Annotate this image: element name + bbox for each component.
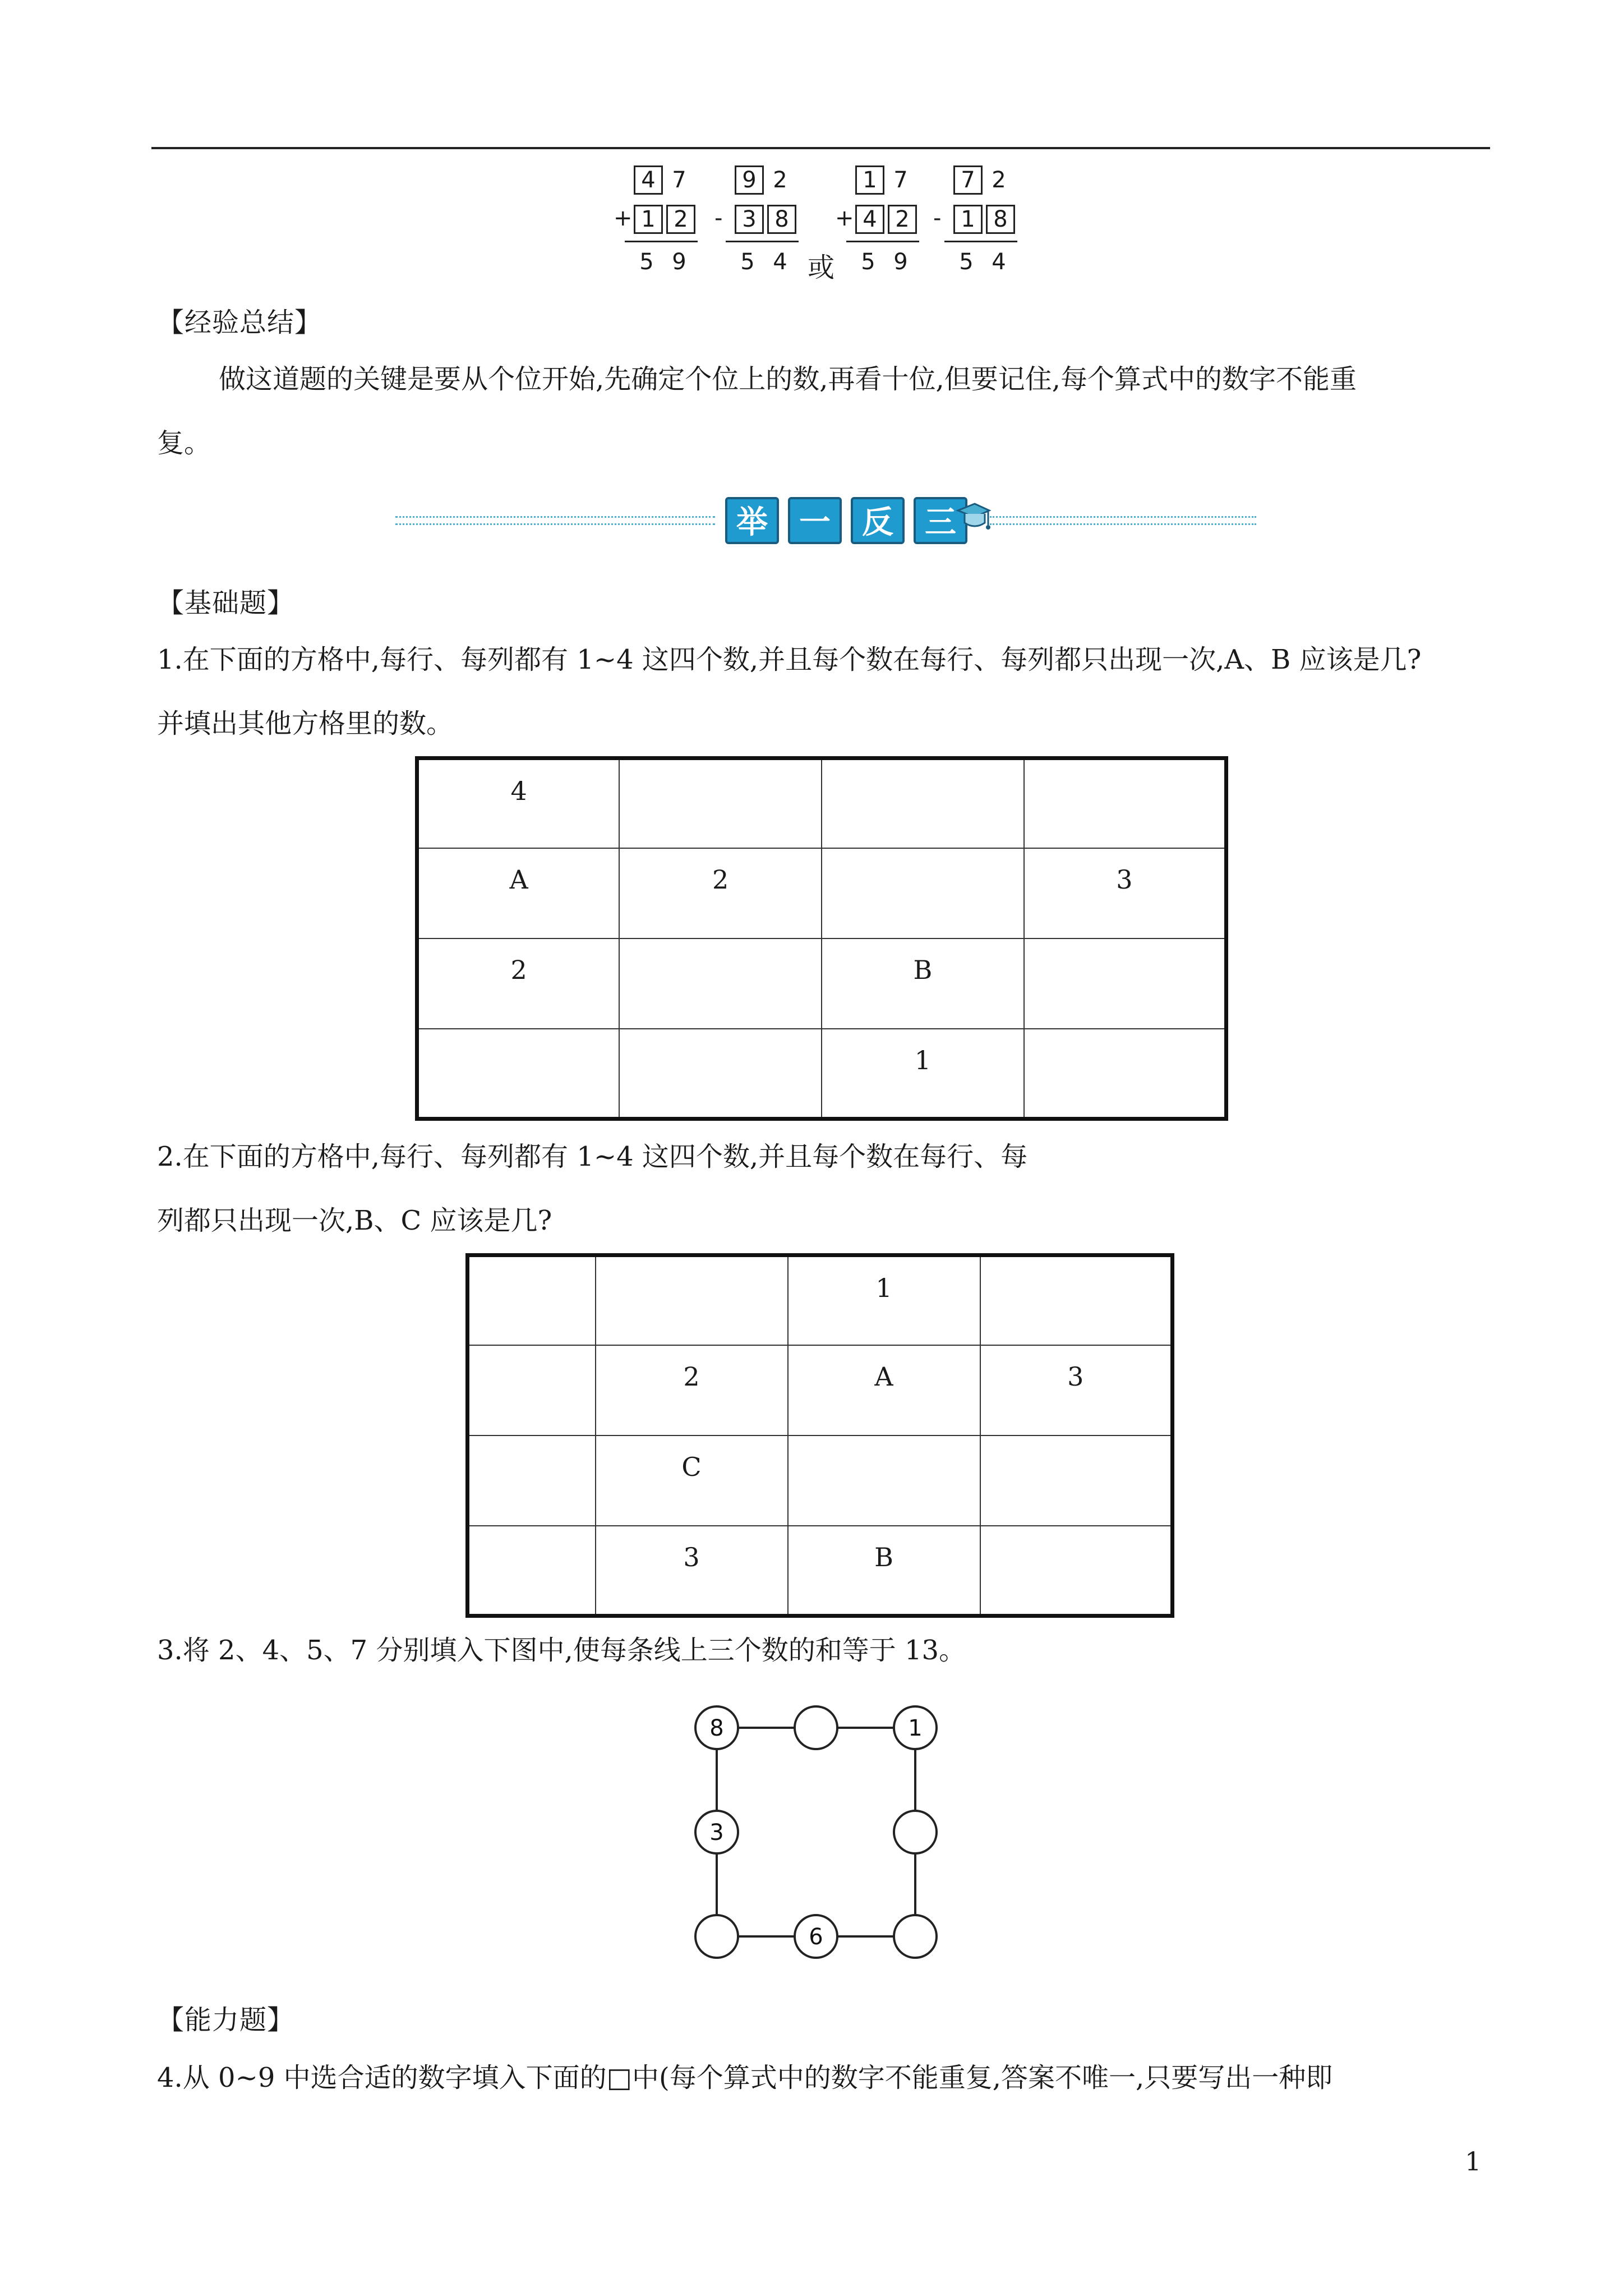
example-2-rule [726, 241, 799, 242]
q1-grid-cell: 2 [417, 938, 620, 1029]
example-1-rule [625, 241, 698, 242]
q2-line-2: 列都只出现一次,B、C 应该是几? [157, 1205, 552, 1236]
q2-grid-cell [596, 1255, 788, 1346]
q1-grid-cell [1024, 1029, 1227, 1119]
q2-grid-cell [468, 1255, 596, 1346]
q1-grid [415, 756, 1228, 1121]
q4-text: 4.从 0~9 中选合适的数字填入下面的□中(每个算式中的数字不能重复,答案不唯一,只要写出一种即 [157, 2062, 1333, 2093]
circle-label-bottom-mid: 6 [809, 1924, 823, 1950]
experience-line-2: 复。 [157, 427, 211, 459]
example-4-top-digit: 7 [953, 165, 983, 195]
q2-grid-row [468, 1526, 1173, 1616]
circle-node-bottom-left [695, 1915, 738, 1958]
example-1-operator: + [614, 205, 633, 231]
q2-grid-row [468, 1435, 1173, 1526]
example-4-top-digit: 2 [992, 167, 1006, 193]
q1-grid-cell [822, 848, 1024, 938]
circle-node-bottom-right [894, 1915, 937, 1958]
q2-grid-cell [980, 1526, 1173, 1616]
q1-grid-cell [822, 758, 1024, 849]
q1-grid-cell [619, 938, 822, 1029]
example-2-top-digit: 2 [773, 167, 787, 193]
example-1-mid-digit: 1 [634, 205, 663, 234]
circle-label-top-left: 8 [709, 1715, 724, 1741]
example-2-operator: - [714, 205, 723, 231]
q1-grid-row [417, 758, 1227, 849]
q2-grid-cell: A [788, 1345, 980, 1435]
circle-label-top-right: 1 [908, 1715, 923, 1741]
q1-grid-cell: A [417, 848, 620, 938]
q1-grid-cell [417, 1029, 620, 1119]
q1-grid-cell: 4 [417, 758, 620, 849]
q2-grid-cell [788, 1435, 980, 1526]
or-text: 或 [808, 252, 835, 283]
example-2-res-digit: 5 [740, 249, 755, 275]
example-4-mid-digit: 1 [953, 205, 983, 234]
q1-grid-cell: 1 [822, 1029, 1024, 1119]
example-2-top-digit: 9 [735, 165, 764, 195]
example-3-top-digit: 7 [893, 167, 908, 193]
banner-line-right [990, 516, 1256, 525]
q2-grid-cell: 3 [596, 1526, 788, 1616]
q2-grid-cell [468, 1435, 596, 1526]
top-rule [151, 147, 1490, 149]
banner-line-left [395, 516, 715, 525]
q2-grid-cell [468, 1526, 596, 1616]
example-4-res-digit: 4 [992, 249, 1006, 275]
circle-label-mid-left: 3 [709, 1820, 724, 1846]
q2-grid-cell: 3 [980, 1345, 1173, 1435]
example-1-res-digit: 9 [672, 249, 686, 275]
example-4 [933, 165, 1049, 295]
example-3-res-digit: 5 [861, 249, 875, 275]
q1-line-1: 1.在下面的方格中,每行、每列都有 1~4 这四个数,并且每个数在每行、每列都只出现一次,A、B 应该是几? [157, 644, 1422, 675]
example-2-mid-digit: 3 [735, 205, 764, 234]
example-4-operator: - [933, 205, 942, 231]
example-1 [614, 165, 729, 295]
experience-title: 【经验总结】 [157, 307, 322, 338]
example-1-top-digit: 7 [672, 167, 686, 193]
banner-char-4: 三 [914, 497, 967, 544]
q1-grid-cell: 2 [619, 848, 822, 938]
example-1-top-digit: 4 [634, 165, 663, 195]
example-3-mid-digit: 4 [855, 205, 884, 234]
q2-grid-cell: C [596, 1435, 788, 1526]
example-3-rule [846, 241, 919, 242]
q1-grid-cell [619, 1029, 822, 1119]
example-3-top-digit: 1 [855, 165, 884, 195]
q1-grid-cell [1024, 938, 1227, 1029]
q1-grid-row [417, 1029, 1227, 1119]
q1-grid-cell: 3 [1024, 848, 1227, 938]
q3-circle-diagram [690, 1705, 948, 1963]
q1-grid-cell [619, 758, 822, 849]
q1-grid-row [417, 848, 1227, 938]
q2-grid-cell [980, 1435, 1173, 1526]
q2-line-1: 2.在下面的方格中,每行、每列都有 1~4 这四个数,并且每个数在每行、每 [157, 1141, 1028, 1172]
q3-text: 3.将 2、4、5、7 分别填入下图中,使每条线上三个数的和等于 13。 [157, 1635, 966, 1666]
example-4-res-digit: 5 [959, 249, 974, 275]
example-1-res-digit: 5 [639, 249, 654, 275]
example-4-rule [944, 241, 1017, 242]
circle-node-top-mid [795, 1706, 837, 1749]
q1-grid-cell: B [822, 938, 1024, 1029]
q2-grid-cell: 1 [788, 1255, 980, 1346]
q2-grid-row [468, 1345, 1173, 1435]
q2-grid-cell [980, 1255, 1173, 1346]
basic-title: 【基础题】 [157, 587, 295, 619]
q1-grid-cell [1024, 758, 1227, 849]
ability-title: 【能力题】 [157, 2004, 295, 2036]
example-4-mid-digit: 8 [986, 205, 1015, 234]
q1-line-2: 并填出其他方格里的数。 [157, 708, 454, 739]
circle-node-mid-right [894, 1811, 937, 1853]
banner-char-1: 举 [725, 497, 779, 544]
example-1-mid-digit: 2 [666, 205, 695, 234]
example-2-res-digit: 4 [773, 249, 787, 275]
q2-grid-row [468, 1255, 1173, 1346]
experience-line-1: 做这道题的关键是要从个位开始,先确定个位上的数,再看十位,但要记住,每个算式中的数字不能重 [219, 364, 1357, 395]
banner-char-3: 反 [851, 497, 905, 544]
q1-grid-row [417, 938, 1227, 1029]
banner-char-2: 一 [788, 497, 842, 544]
graduate-cap-icon [953, 494, 993, 539]
example-3-operator: + [835, 205, 854, 231]
page-number: 1 [1465, 2146, 1482, 2177]
q2-grid-cell [468, 1345, 596, 1435]
q2-grid-cell: B [788, 1526, 980, 1616]
q2-grid [465, 1253, 1174, 1618]
q2-grid-cell: 2 [596, 1345, 788, 1435]
example-3-mid-digit: 2 [888, 205, 917, 234]
example-3-res-digit: 9 [893, 249, 908, 275]
example-2-mid-digit: 8 [767, 205, 796, 234]
